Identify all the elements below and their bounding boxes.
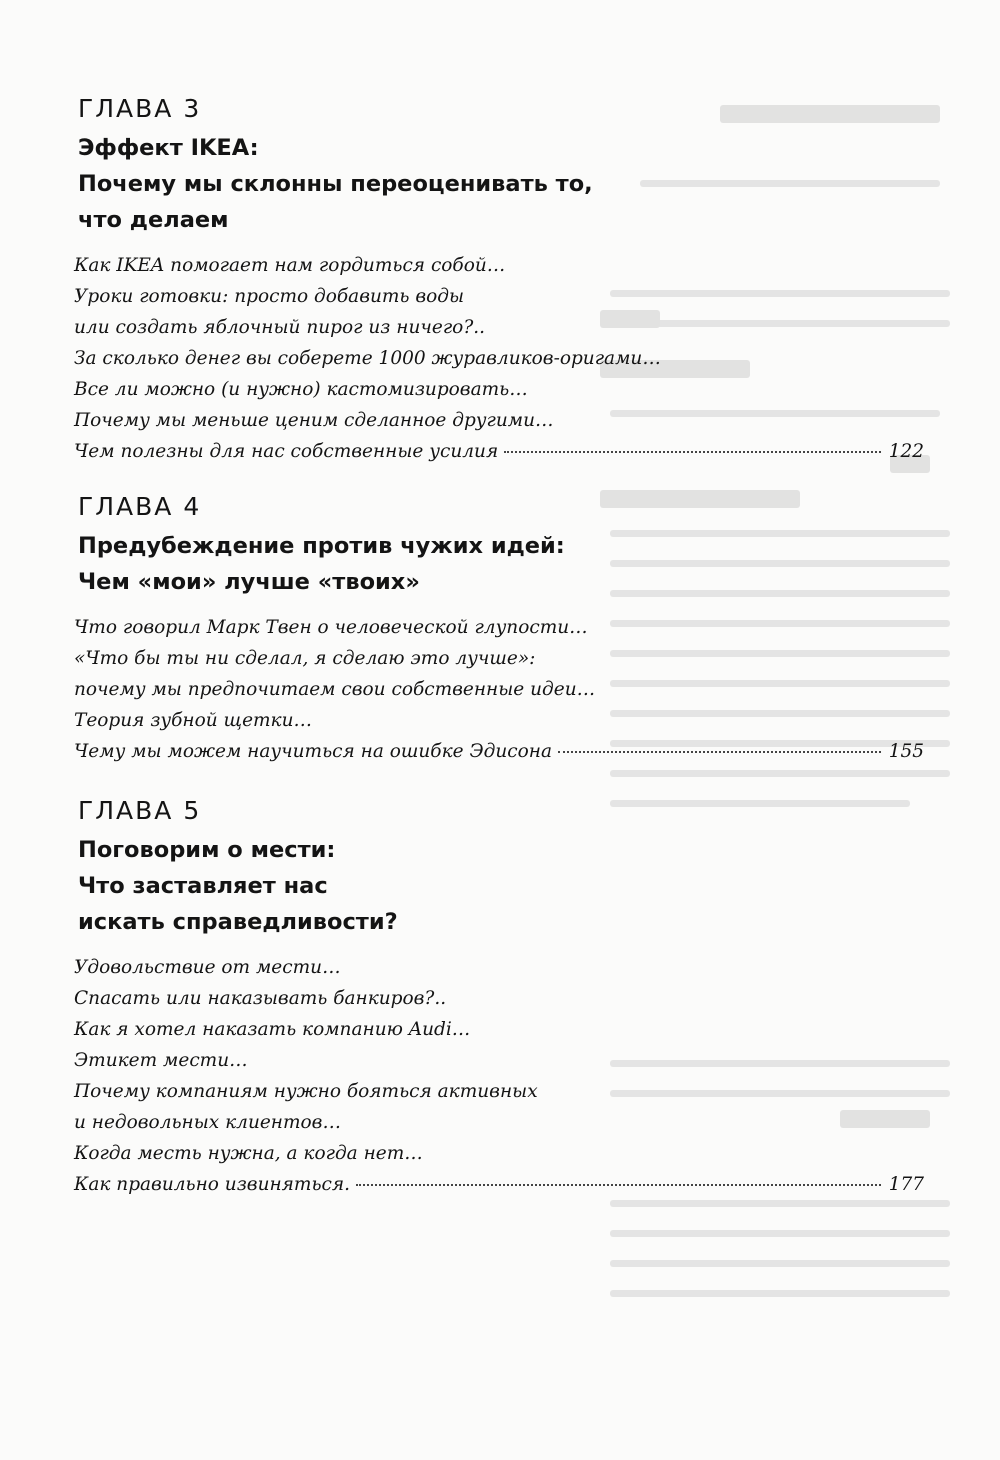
section-item[interactable]: Уроки готовки: просто добавить воды (74, 286, 465, 307)
section-item-last[interactable]: Чему мы можем научиться на ошибке Эдисона 155 (74, 736, 924, 767)
chapter-title (78, 832, 924, 940)
dot-leader (356, 1183, 881, 1186)
section-item[interactable]: почему мы предпочитаем свои собственные идеи… (74, 679, 596, 700)
chapter-title-line: Почему мы склонны переоценивать то, (78, 171, 593, 197)
section-item[interactable]: Этикет мести… (74, 1050, 248, 1071)
chapter-4 (74, 492, 924, 767)
section-item[interactable]: Теория зубной щетки… (74, 710, 313, 731)
section-item[interactable]: или создать яблочный пирог из ничего?.. (74, 317, 485, 338)
section-item[interactable]: и недовольных клиентов… (74, 1112, 341, 1133)
chapter-title-line: Предубеждение против чужих идей: (78, 533, 565, 559)
chapter-title (78, 130, 924, 238)
chapter-number: ГЛАВА 3 (78, 94, 202, 123)
section-item[interactable]: Все ли можно (и нужно) кастомизировать… (74, 379, 528, 400)
section-item[interactable]: «Что бы ты ни сделал, я сделаю это лучше»: (74, 648, 536, 669)
section-item[interactable]: Почему компаниям нужно бояться активных (74, 1081, 538, 1102)
section-item-last[interactable]: Чем полезны для нас собственные усилия 122 (74, 436, 924, 467)
section-item-last[interactable]: Как правильно извиняться. 177 (74, 1169, 924, 1200)
page-number: 177 (888, 1174, 924, 1195)
chapter-title-line: искать справедливости? (78, 909, 398, 935)
section-item[interactable]: Когда месть нужна, а когда нет… (74, 1143, 423, 1164)
section-item[interactable]: Спасать или наказывать банкиров?.. (74, 988, 447, 1009)
chapter-3 (74, 94, 924, 467)
chapter-number: ГЛАВА 4 (78, 492, 202, 521)
dot-leader (558, 750, 881, 753)
chapter-5 (74, 796, 924, 1200)
dot-leader (504, 450, 880, 453)
page-number: 122 (888, 441, 924, 462)
section-item[interactable]: Что говорил Марк Твен о человеческой глупости… (74, 617, 588, 638)
chapter-title-line: Что заставляет нас (78, 873, 328, 899)
section-item[interactable]: Как IKEA помогает нам гордиться собой… (74, 255, 506, 276)
section-list (74, 250, 924, 467)
chapter-title-line: Чем «мои» лучше «твоих» (78, 569, 420, 595)
chapter-number: ГЛАВА 5 (78, 796, 202, 825)
section-item[interactable]: Удовольствие от мести… (74, 957, 341, 978)
chapter-title (78, 528, 924, 600)
section-list (74, 612, 924, 767)
page-number: 155 (888, 741, 924, 762)
chapter-title-line: Эффект IKEA: (78, 135, 259, 161)
section-item[interactable]: За сколько денег вы соберете 1000 журавликов-оригами… (74, 348, 661, 369)
chapter-title-line: что делаем (78, 207, 229, 233)
section-item[interactable]: Почему мы меньше ценим сделанное другими… (74, 410, 554, 431)
section-list (74, 952, 924, 1200)
chapter-title-line: Поговорим о мести: (78, 837, 336, 863)
section-item[interactable]: Как я хотел наказать компанию Audi… (74, 1019, 471, 1040)
